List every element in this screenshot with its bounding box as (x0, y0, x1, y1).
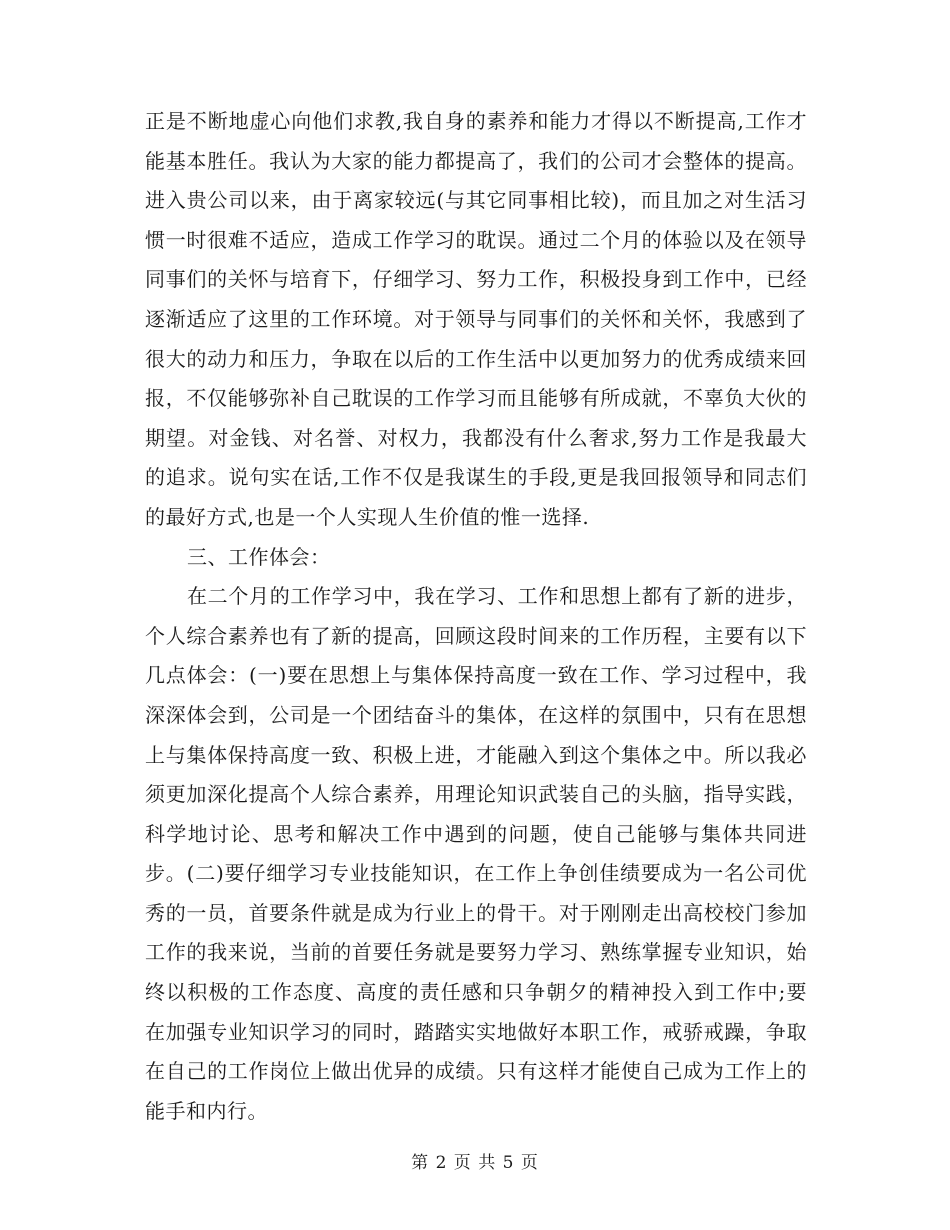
section-heading: 三、工作体会： (187, 544, 331, 569)
paragraph-work-experience: 在二个月的工作学习中，我在学习、工作和思想上都有了新的进步，个人综合素养也有了新的提高，回顾这段时间来的工作历程，主要有以下几点体会：(一)要在思想上与集体保持高度一致在工作、学习过程中，我深深体会到，公司是一个团结奋斗的集体，在这样的氛围中，只有在思想上与集体保持高度一致、积极上进，才能融入到这个集体之中。所以我必须更加深化提高个人综合素养，用理论知识武装自己的头脑，指导实践，科学地讨论、思考和解决工作中遇到的问题，使自己能够与集体共同进步。(二)要仔细学习专业技能知识，在工作上争创佳绩要成为一名公司优秀的一员，首要条件就是成为行业上的骨干。对于刚刚走出高校校门参加工作的我来说，当前的首要任务就是要努力学习、熟练掌握专业知识，始终以积极的工作态度、高度的责任感和只争朝夕的精神投入到工作中;要在加强专业知识学习的同时，踏踏实实地做好本职工作，戒骄戒躁，争取在自己的工作岗位上做出优异的成绩。只有这样才能使自己成为工作上的能手和内行。 (145, 584, 807, 1123)
document-body (145, 102, 807, 1131)
paragraph-continuation: 正是不断地虚心向他们求教,我自身的素养和能力才得以不断提高,工作才能基本胜任。我认为大家的能力都提高了，我们的公司才会整体的提高。进入贵公司以来，由于离家较远(与其它同事相比较)，而且加之对生活习惯一时很难不适应，造成工作学习的耽误。通过二个月的体验以及在领导同事们的关怀与培育下，仔细学习、努力工作，积极投身到工作中，已经逐渐适应了这里的工作环境。对于领导与同事们的关怀和关怀，我感到了很大的动力和压力，争取在以后的工作生活中以更加努力的优秀成绩来回报，不仅能够弥补自己耽误的工作学习而且能够有所成就，不辜负大伙的期望。对金钱、对名誉、对权力，我都没有什么奢求,努力工作是我最大的追求。说句实在话,工作不仅是我谋生的手段,更是我回报领导和同志们的最好方式,也是一个人实现人生价值的惟一选择. (145, 109, 807, 529)
page-number-footer: 第 2 页 共 5 页 (411, 1153, 539, 1173)
